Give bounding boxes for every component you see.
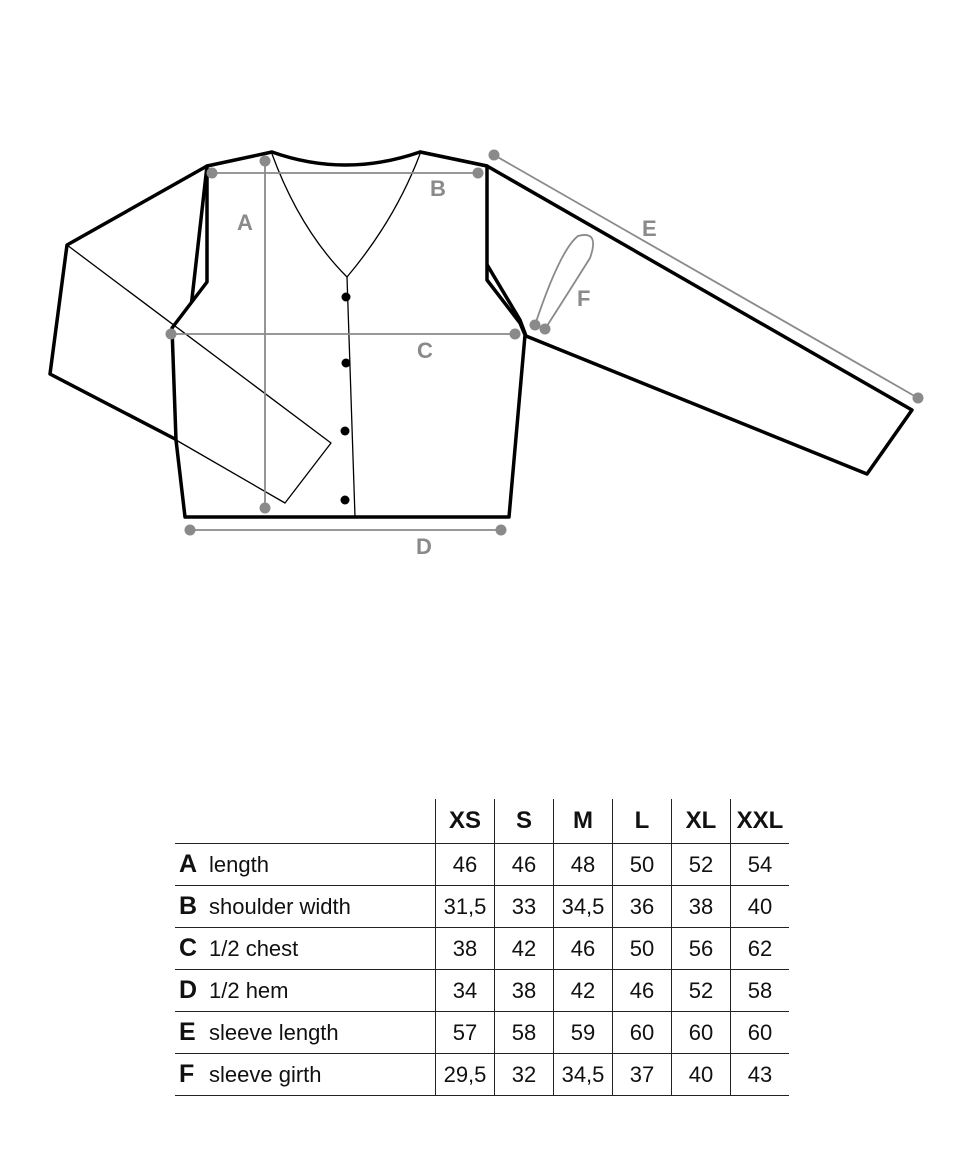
cell-value: 58: [495, 1012, 554, 1054]
cell-value: 42: [495, 928, 554, 970]
row-label: [175, 970, 436, 1012]
measure-c-end-dot: [510, 329, 521, 340]
measure-c-start-dot: [166, 329, 177, 340]
cell-value: 46: [495, 844, 554, 886]
measure-e-end-dot: [913, 393, 924, 404]
row-label: [175, 1054, 436, 1096]
header-spacer: [175, 799, 436, 844]
cell-value: 31,5: [436, 886, 495, 928]
row-name: 1/2 hem: [209, 978, 289, 1003]
row-label: [175, 1012, 436, 1054]
row-label: [175, 928, 436, 970]
row-label: [175, 844, 436, 886]
cell-value: 38: [436, 928, 495, 970]
cell-value: 60: [731, 1012, 790, 1054]
size-header-m: M: [554, 799, 613, 844]
measure-e-label: E: [642, 216, 657, 241]
cell-value: 43: [731, 1054, 790, 1096]
measure-b-label: B: [430, 176, 446, 201]
row-letter: D: [179, 976, 198, 1004]
cell-value: 50: [613, 928, 672, 970]
table-row: [175, 928, 789, 970]
table-row: [175, 1012, 789, 1054]
cell-value: 34,5: [554, 886, 613, 928]
size-chart-table: [175, 799, 789, 1096]
row-name: sleeve girth: [209, 1062, 322, 1087]
measure-d-start-dot: [185, 525, 196, 536]
size-header-xxl: XXL: [731, 799, 790, 844]
measure-f-start-dot: [530, 320, 541, 331]
measure-f-label: F: [577, 286, 591, 311]
cell-value: 29,5: [436, 1054, 495, 1096]
row-name: shoulder width: [209, 894, 351, 919]
row-letter: E: [179, 1018, 196, 1046]
button: [342, 293, 351, 302]
cell-value: 52: [672, 844, 731, 886]
cell-value: 58: [731, 970, 790, 1012]
cell-value: 42: [554, 970, 613, 1012]
cell-value: 40: [672, 1054, 731, 1096]
row-name: sleeve length: [209, 1020, 339, 1045]
measure-a-label: A: [237, 210, 253, 235]
row-letter: A: [179, 850, 198, 878]
cell-value: 48: [554, 844, 613, 886]
size-header-row: [175, 799, 789, 844]
cell-value: 60: [613, 1012, 672, 1054]
cell-value: 32: [495, 1054, 554, 1096]
cell-value: 38: [672, 886, 731, 928]
cell-value: 34,5: [554, 1054, 613, 1096]
measure-f-end-dot: [540, 324, 551, 335]
cell-value: 33: [495, 886, 554, 928]
measure-d-label: D: [416, 534, 432, 559]
size-header-xs: XS: [436, 799, 495, 844]
row-name: length: [209, 852, 269, 877]
button: [341, 427, 350, 436]
cell-value: 38: [495, 970, 554, 1012]
cell-value: 46: [613, 970, 672, 1012]
measure-a-end-dot: [260, 503, 271, 514]
button: [342, 359, 351, 368]
cell-value: 46: [436, 844, 495, 886]
cell-value: 40: [731, 886, 790, 928]
row-label: [175, 886, 436, 928]
table-row: [175, 844, 789, 886]
row-letter: C: [179, 934, 198, 962]
size-header-l: L: [613, 799, 672, 844]
button: [341, 496, 350, 505]
row-letter: B: [179, 892, 198, 920]
measure-e-start-dot: [489, 150, 500, 161]
cell-value: 46: [554, 928, 613, 970]
measure-a-start-dot: [260, 156, 271, 167]
measure-b-end-dot: [473, 168, 484, 179]
row-name: 1/2 chest: [209, 936, 299, 961]
table-row: [175, 886, 789, 928]
cell-value: 60: [672, 1012, 731, 1054]
cell-value: 54: [731, 844, 790, 886]
measure-b-start-dot: [207, 168, 218, 179]
cell-value: 37: [613, 1054, 672, 1096]
measure-c-label: C: [417, 338, 433, 363]
cell-value: 57: [436, 1012, 495, 1054]
cell-value: 52: [672, 970, 731, 1012]
cell-value: 62: [731, 928, 790, 970]
cell-value: 59: [554, 1012, 613, 1054]
table-row: [175, 1054, 789, 1096]
cell-value: 36: [613, 886, 672, 928]
measure-d-end-dot: [496, 525, 507, 536]
cell-value: 56: [672, 928, 731, 970]
cell-value: 34: [436, 970, 495, 1012]
row-letter: F: [179, 1060, 195, 1088]
cell-value: 50: [613, 844, 672, 886]
size-header-xl: XL: [672, 799, 731, 844]
size-header-s: S: [495, 799, 554, 844]
table-row: [175, 970, 789, 1012]
